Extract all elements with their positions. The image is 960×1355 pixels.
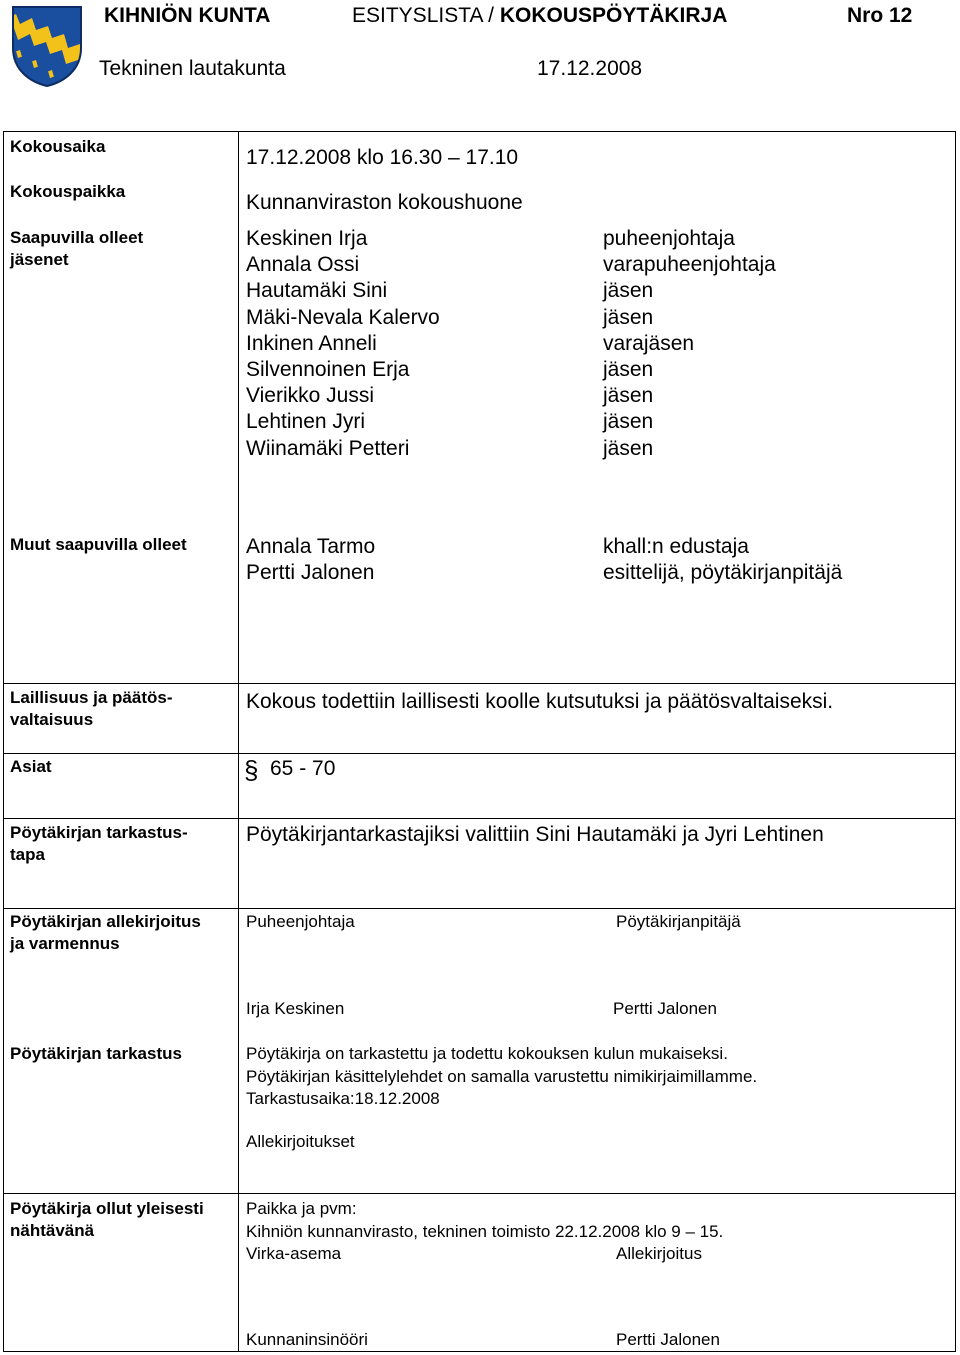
review-date: Tarkastusaika:18.12.2008 <box>246 1089 440 1108</box>
review-label: Pöytäkirjan tarkastus <box>10 1044 182 1063</box>
member-name: Annala Ossi <box>246 253 360 277</box>
signer-name: Pertti Jalonen <box>616 1330 720 1349</box>
member-name: Silvennoinen Erja <box>246 358 410 382</box>
document-type-main: KOKOUSPÖYTÄKIRJA <box>499 4 728 27</box>
member-role: jäsen <box>603 384 654 408</box>
member-role: jäsen <box>603 305 654 329</box>
municipality-name: KIHNIÖN KUNTA <box>104 4 271 27</box>
document-number: Nro 12 <box>847 4 913 27</box>
meeting-place-label: Kokouspaikka <box>10 182 126 201</box>
place-date-value: Kihniön kunnanvirasto, tekninen toimisto 22.12.2008 klo 9 – 15. <box>246 1221 724 1241</box>
attendee-role: esittelijä, pöytäkirjanpitäjä <box>603 561 843 585</box>
member-role: puheenjohtaja <box>603 227 735 250</box>
review-text-line: Pöytäkirjan käsittelylehdet on samalla varustettu nimikirjaimillamme. <box>246 1066 758 1086</box>
member-name: Hautamäki Sini <box>246 279 388 303</box>
signing-label-line1: Pöytäkirjan allekirjoitus <box>10 912 201 931</box>
other-attendees-names <box>246 534 375 586</box>
municipality-crest <box>10 4 84 88</box>
legality-label-line1: Laillisuus ja päätös- <box>10 688 173 707</box>
row-divider <box>3 753 956 754</box>
present-members-label-line2: jäsenet <box>10 250 69 269</box>
member-role: jäsen <box>603 436 654 460</box>
table-column-divider <box>238 131 239 1352</box>
member-role: jäsen <box>603 358 654 382</box>
present-members-label <box>10 227 143 271</box>
member-role: jäsen <box>603 410 654 434</box>
row-divider <box>3 683 956 684</box>
signature-label: Allekirjoitus <box>616 1244 702 1263</box>
review-method-label-line1: Pöytäkirjan tarkastus- <box>10 823 188 842</box>
signing-label-line2: ja varmennus <box>10 934 120 953</box>
position-label: Virka-asema <box>246 1244 342 1263</box>
table-right-border <box>955 131 956 1352</box>
member-name: Vierikko Jussi <box>246 384 374 408</box>
row-divider <box>3 908 956 909</box>
member-role: varapuheenjohtaja <box>603 253 776 277</box>
other-attendees-roles <box>603 534 842 586</box>
table-bottom-border <box>3 1351 956 1352</box>
secretary-title: Pöytäkirjanpitäjä <box>616 912 741 931</box>
public-display-label <box>10 1198 204 1242</box>
attendee-name: Pertti Jalonen <box>246 561 375 585</box>
legality-label-line2: valtaisuus <box>10 710 94 729</box>
legality-label <box>10 687 173 731</box>
document-type <box>352 4 727 28</box>
signing-label <box>10 911 201 955</box>
header-date: 17.12.2008 <box>537 57 643 80</box>
review-text-line: Pöytäkirja on tarkastettu ja todettu kokouksen kulun mukaiseksi. <box>246 1044 728 1063</box>
member-name: Lehtinen Jyri <box>246 410 366 434</box>
member-name: Inkinen Anneli <box>246 331 377 355</box>
review-method-label-line2: tapa <box>10 845 45 864</box>
member-names-list <box>246 226 440 462</box>
matters-range: 65 - 70 <box>270 757 336 780</box>
member-roles-list <box>603 226 776 462</box>
member-name: Wiinamäki Petteri <box>246 436 410 460</box>
meeting-time-value: 17.12.2008 klo 16.30 – 17.10 <box>246 146 519 169</box>
chair-name: Irja Keskinen <box>246 999 345 1018</box>
committee-name: Tekninen lautakunta <box>99 57 286 80</box>
member-name: Mäki-Nevala Kalervo <box>246 305 440 329</box>
row-divider <box>3 818 956 819</box>
meeting-place-value: Kunnanviraston kokoushuone <box>246 191 523 214</box>
chair-title: Puheenjohtaja <box>246 912 355 931</box>
member-name: Keskinen Irja <box>246 227 368 250</box>
section-sign: § <box>244 755 259 785</box>
other-attendees-label: Muut saapuvilla olleet <box>10 535 187 554</box>
legality-statement: Kokous todettiin laillisesti koolle kutsutuksi ja päätösvaltaiseksi. <box>246 690 834 713</box>
present-members-label-line1: Saapuvilla olleet <box>10 228 144 247</box>
public-display-label-line1: Pöytäkirja ollut yleisesti <box>10 1199 204 1218</box>
meeting-time-label: Kokousaika <box>10 137 106 156</box>
position-value: Kunnaninsinööri <box>246 1330 368 1349</box>
public-display-details <box>246 1198 723 1243</box>
review-method-label <box>10 822 188 866</box>
secretary-name: Pertti Jalonen <box>613 999 717 1018</box>
attendee-role: khall:n edustaja <box>603 535 749 558</box>
member-role: varajäsen <box>603 331 695 355</box>
review-method-value: Pöytäkirjantarkastajiksi valittiin Sini Hautamäki ja Jyri Lehtinen <box>246 823 824 846</box>
row-divider <box>3 1193 956 1194</box>
member-role: jäsen <box>603 279 654 303</box>
public-display-label-line2: nähtävänä <box>10 1221 95 1240</box>
document-type-prefix: ESITYSLISTA / <box>352 4 500 27</box>
place-date-label: Paikka ja pvm: <box>246 1199 357 1218</box>
attendee-name: Annala Tarmo <box>246 535 376 558</box>
signatures-label: Allekirjoitukset <box>246 1132 355 1151</box>
table-left-border <box>3 131 4 1352</box>
matters-label: Asiat <box>10 757 52 776</box>
review-text <box>246 1043 757 1111</box>
table-top-border <box>3 131 956 132</box>
